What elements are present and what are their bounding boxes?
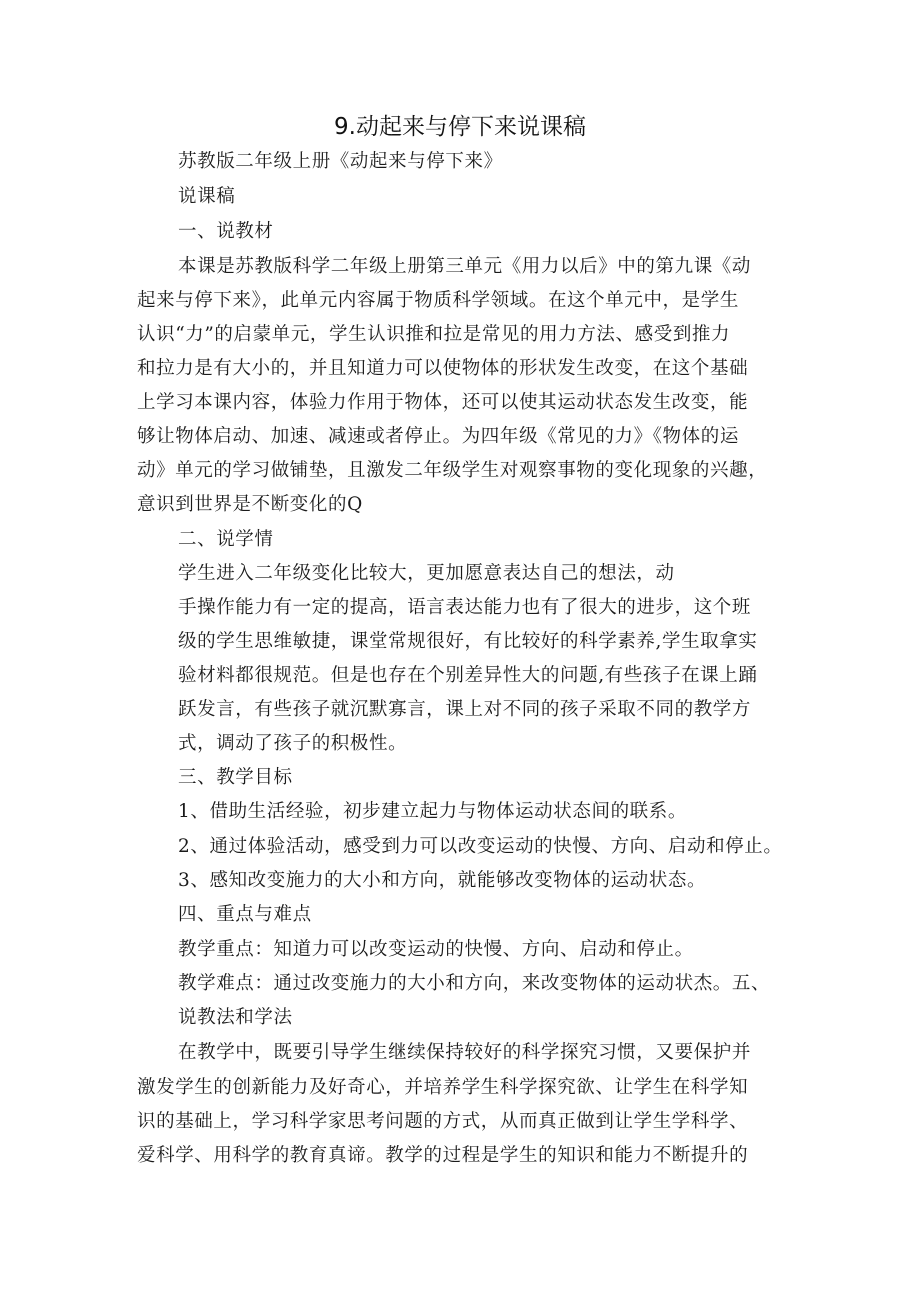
text-line: 级的学生思维敏捷，课堂常规很好，有比较好的科学素养,学生取拿实 xyxy=(178,631,758,652)
text-line: 跃发言，有些孩子就沉默寡言，课上对不同的孩子采取不同的教学方 xyxy=(178,699,752,720)
text-line: 认识“力”的启蒙单元，学生认识推和拉是常见的用力方法、感受到推力 xyxy=(137,324,731,345)
text-line: 上学习本课内容，体验力作用于物体，还可以使其运动状态发生改变，能 xyxy=(137,392,749,413)
text-line: 起来与停下来》，此单元内容属于物质科学领域。在这个单元中，是学生 xyxy=(137,290,739,311)
text-line: 和拉力是有大小的，并且知道力可以使物体的形状发生改变，在这个基础 xyxy=(137,358,749,379)
text-line: 验材料都很规范。但是也存在个别差异性大的问题,有些孩子在课上踊 xyxy=(178,665,758,686)
text-line: 本课是苏教版科学二年级上册第三单元《用力以后》中的第九课《动 xyxy=(178,256,752,277)
text-line: 教学难点：通过改变施力的大小和方向，来改变物体的运动状杰。五、 xyxy=(178,973,771,994)
text-line: 在教学中，既要引导学生继续保持较好的科学探究习惯，又要保护并 xyxy=(178,1042,752,1063)
text-line: 教学重点：知道力可以改变运动的快慢、方向、启动和停止。 xyxy=(178,939,694,960)
text-line: 爱科学、用科学的教育真谛。教学的过程是学生的知识和能力不断提升的 xyxy=(137,1145,749,1166)
text-line: 意识到世界是不断变化的Q xyxy=(137,494,363,515)
list-item: 2、通过体验活动，感受到力可以改变运动的快慢、方向、启动和停止。 xyxy=(178,836,783,857)
text-line: 识的基础上，学习科学家思考问题的方式，从而真正做到让学生学科学、 xyxy=(137,1111,749,1132)
section-heading: 二、说学情 xyxy=(178,529,274,550)
text-line: 说课稿 xyxy=(178,186,236,207)
section-heading: 一、说教材 xyxy=(178,221,274,242)
section-heading: 三、教学目标 xyxy=(178,767,293,788)
section-heading: 四、重点与难点 xyxy=(178,904,312,925)
text-line: 够让物体启动、加速、减速或者停止。为四年级《常见的力》《物体的运 xyxy=(137,426,739,447)
section-heading: 说教法和学法 xyxy=(178,1007,293,1028)
text-line: 苏教版二年级上册《动起来与停下来》 xyxy=(178,151,503,172)
text-line: 动》单元的学习做铺垫，且激发二年级学生对观察事物的变化现象的兴趣， xyxy=(137,460,768,481)
text-line: 激发学生的创新能力及好奇心，并培养学生科学探究欲、让学生在科学知 xyxy=(137,1077,749,1098)
list-item: 1、借助生活经验，初步建立起力与物体运动状态间的联系。 xyxy=(178,801,687,822)
text-line: 学生进入二年级变化比较大，更加愿意表达自己的想法，动 xyxy=(178,563,675,584)
text-line: 式，调动了孩子的积极性。 xyxy=(178,733,408,754)
list-item: 3、感知改变施力的大小和方向，就能够改变物体的运动状态。 xyxy=(178,870,707,891)
text-line: 手操作能力有一定的提高，语言表达能力也有了很大的进步，这个班 xyxy=(178,597,752,618)
document-title: 9.动起来与停下来说课稿 xyxy=(334,114,586,140)
